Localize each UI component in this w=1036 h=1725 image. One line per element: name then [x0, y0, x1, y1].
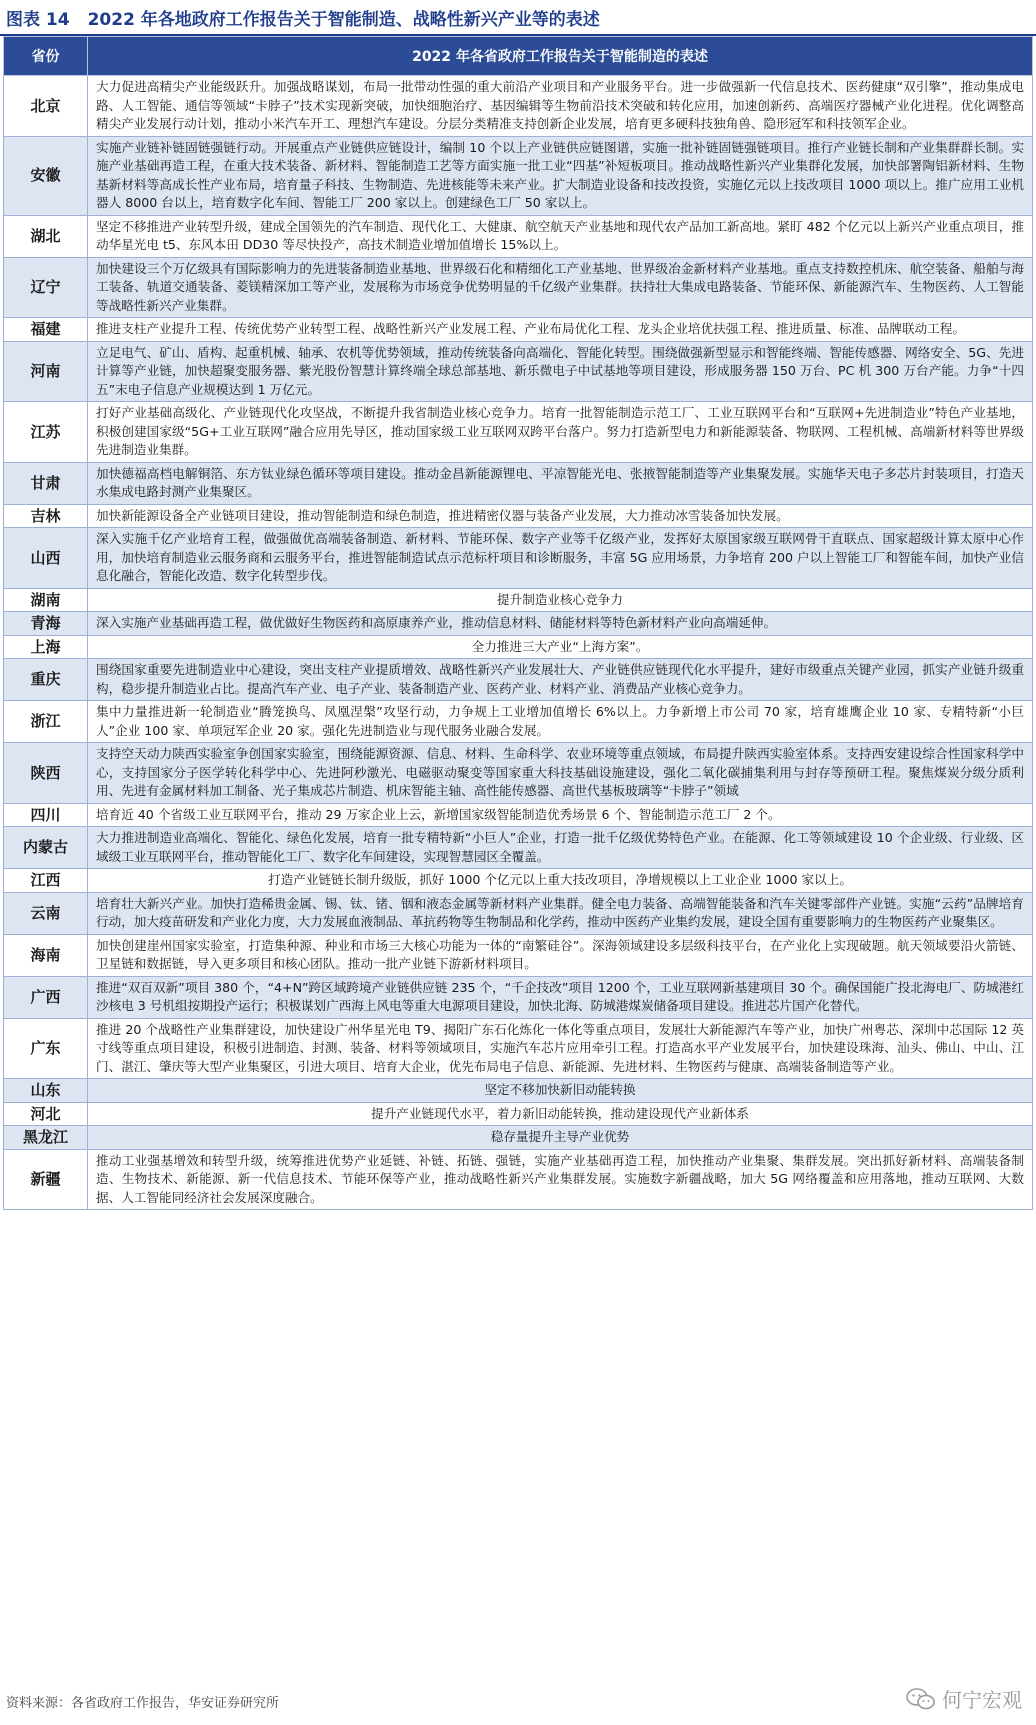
- province-cell: 上海: [4, 635, 88, 659]
- statement-cell: 加快新能源设备全产业链项目建设，推动智能制造和绿色制造，推进精密仪器与装备产业发展，大力推动冰雪装备加快发展。: [88, 504, 1033, 528]
- table-row: [4, 743, 1033, 804]
- statement-cell: 坚定不移加快新旧动能转换: [88, 1079, 1033, 1103]
- wechat-icon: [906, 1688, 936, 1710]
- province-cell: 青海: [4, 612, 88, 636]
- statement-cell: 深入实施千亿产业培育工程，做强做优高端装备制造、新材料、节能环保、数字产业等千亿级产业，发挥好太原国家级互联网骨干直联点、国家超级计算太原中心作用，加快培育制造业云服务商和云服务平台，推进智能制造试点示范标杆项目和诊断服务，丰富 5G 应用场景，力争培育 200 户以上智能工厂和智能车间，加快产业信息化融合，智能化改造、数字化转型步伐。: [88, 528, 1033, 589]
- province-cell: 新疆: [4, 1149, 88, 1210]
- statement-cell: 围绕国家重要先进制造业中心建设，突出支柱产业提质增效、战略性新兴产业发展壮大、产业链供应链现代化水平提升，建好市级重点关键产业园，抓实产业链升级重构，稳步提升制造业占比。提高汽车产业、电子产业、装备制造产业、医药产业、材料产业、消费品产业核心竞争力。: [88, 659, 1033, 701]
- table-row: [4, 892, 1033, 934]
- statement-cell: 打造产业链链长制升级版，抓好 1000 个亿元以上重大技改项目，净增规模以上工业企业 1000 家以上。: [88, 869, 1033, 893]
- statement-cell: 提升产业链现代水平，着力新旧动能转换，推动建设现代产业新体系: [88, 1102, 1033, 1126]
- province-cell: 山西: [4, 528, 88, 589]
- statement-cell: 提升制造业核心竞争力: [88, 588, 1033, 612]
- header-statement: 2022 年各省政府工作报告关于智能制造的表述: [88, 37, 1033, 76]
- province-cell: 河北: [4, 1102, 88, 1126]
- province-cell: 河南: [4, 341, 88, 402]
- table-row: [4, 659, 1033, 701]
- table-row: [4, 1102, 1033, 1126]
- table-header-row: [4, 37, 1033, 76]
- table-row: [4, 701, 1033, 743]
- table-row: [4, 341, 1033, 402]
- table-row: [4, 257, 1033, 318]
- statement-cell: 全力推进三大产业“上海方案”。: [88, 635, 1033, 659]
- province-cell: 江西: [4, 869, 88, 893]
- province-cell: 浙江: [4, 701, 88, 743]
- statement-cell: 培育壮大新兴产业。加快打造稀贵金属、锡、钛、锗、铟和液态金属等新材料产业集群。健全电力装备、高端智能装备和汽车关键零部件产业链。实施“云药”品牌培育行动，加大疫苗研发和产业化力度，大力发展血液制品、革抗药物等生物制品和化学药，推动中医药产业集约发展，建设全国有重要影响力的生物医药产业聚集区。: [88, 892, 1033, 934]
- province-cell: 云南: [4, 892, 88, 934]
- province-cell: 福建: [4, 318, 88, 342]
- statement-cell: 加快德福高档电解铜箔、东方钛业绿色循环等项目建设。推动金昌新能源锂电、平凉智能光电、张掖智能制造等产业集聚发展。实施华天电子多芯片封装项目，打造天水集成电路封测产业集聚区。: [88, 462, 1033, 504]
- table-row: [4, 136, 1033, 215]
- table-body: [4, 76, 1033, 1210]
- province-cell: 吉林: [4, 504, 88, 528]
- table-row: [4, 402, 1033, 463]
- table-row: [4, 1126, 1033, 1150]
- statement-cell: 实施产业链补链固链强链行动。开展重点产业链供应链设计，编制 10 个以上产业链供应链图谱，实施一批补链固链强链项目。推行产业链长制和产业集群群长制。实施产业基础再造工程，在重大技术装备、新材料、智能制造工艺等方面实施一批工业“四基”补短板项目。推动战略性新兴产业集群化发展，加快部署陶铝新材料、生物基新材料等高成长性产业布局，培育量子科技、生物制造、先进核能等未来产业。扩大制造业设备和技改投资，实施亿元以上技改项目 1000 项以上。推广应用工业机器人 8000 台以上，培育数字化车间、智能工厂 200 家以上。创建绿色工厂 50 家以上。: [88, 136, 1033, 215]
- statement-cell: 推进 20 个战略性产业集群建设，加快建设广州华星光电 T9、揭阳广东石化炼化一体化等重点项目，发展壮大新能源汽车等产业，加快广州粤芯、深圳中芯国际 12 英寸线等重点项目建设，积极引进制造、封测、装备、材料等领域项目，实施汽车芯片应用牵引工程。打造高水平产业发展平台，加快建设珠海、汕头、佛山、中山、江门、湛江、肇庆等大型产业集聚区，引进大项目、培育大企业，优先布局电子信息、新能源、先进材料、生物医药与健康、高端装备制造等产业。: [88, 1018, 1033, 1079]
- province-cell: 甘肃: [4, 462, 88, 504]
- province-cell: 黑龙江: [4, 1126, 88, 1150]
- province-cell: 广西: [4, 976, 88, 1018]
- statement-cell: 立足电气、矿山、盾构、起重机械、轴承、农机等优势领域，推动传统装备向高端化、智能化转型。围绕做强新型显示和智能终端、智能传感器、网络安全、5G、先进计算等产业链，加快超聚变服务器、紫光股份智慧计算终端全球总部基地、新乐微电子中试基地等项目建设，形成服务器 150 万台、PC 机 300 万台产能。力争“十四五”末电子信息产业规模达到 1 万亿元。: [88, 341, 1033, 402]
- statement-cell: 深入实施产业基础再造工程，做优做好生物医药和高原康养产业，推动信息材料、储能材料等特色新材料产业向高端延伸。: [88, 612, 1033, 636]
- table-row: [4, 934, 1033, 976]
- statement-cell: 加快建设三个万亿级具有国际影响力的先进装备制造业基地、世界级石化和精细化工产业基地、世界级冶金新材料产业基地。重点支持数控机床、航空装备、船舶与海工装备、轨道交通装备、菱镁精深加工等产业，发展称为市场竞争优势明显的千亿级产业集群。扶持壮大集成电路装备、节能环保、新能源汽车、生物医药、人工智能等战略性新兴产业集群。: [88, 257, 1033, 318]
- watermark-text: 何宁宏观: [942, 1688, 1022, 1712]
- province-cell: 四川: [4, 803, 88, 827]
- statement-cell: 推动工业强基增效和转型升级，统筹推进优势产业延链、补链、拓链、强链，实施产业基础再造工程，加快推动产业集聚、集群发展。突出抓好新材料、高端装备制造、生物技术、新能源、新一代信息技术、节能环保等产业，推动战略性新兴产业集群发展。实施数字新疆战略，加大 5G 网络覆盖和应用落地，推动互联网、大数据、人工智能同经济社会发展深度融合。: [88, 1149, 1033, 1210]
- statement-cell: 集中力量推进新一轮制造业“腾笼换鸟、凤凰涅槃”攻坚行动，力争规上工业增加值增长 6%以上。力争新增上市公司 70 家，培育雄鹰企业 10 家、专精特新“小巨人”企业 100 家、单项冠军企业 20 家。强化先进制造业与现代服务业融合发展。: [88, 701, 1033, 743]
- statement-cell: 大力推进制造业高端化、智能化、绿色化发展，培育一批专精特新“小巨人”企业，打造一批千亿级优势特色产业。在能源、化工等领域建设 10 个企业级、行业级、区域级工业互联网平台，推动智能化工厂、数字化车间建设，实现智慧园区全覆盖。: [88, 827, 1033, 869]
- table-row: [4, 1018, 1033, 1079]
- province-cell: 湖南: [4, 588, 88, 612]
- table-row: [4, 976, 1033, 1018]
- table-row: [4, 1149, 1033, 1210]
- table-row: [4, 612, 1033, 636]
- statement-cell: 加快创建崖州国家实验室，打造集种源、种业和市场三大核心功能为一体的“南繁硅谷”。深海领域建设多层级科技平台，在产业化上实现破题。航天领域要沿火箭链、卫星链和数据链，导入更多项目和核心团队。推动一批产业链下游新材料项目。: [88, 934, 1033, 976]
- statement-cell: 坚定不移推进产业转型升级，建成全国领先的汽车制造、现代化工、大健康、航空航天产业基地和现代农产品加工新高地。紧盯 482 个亿元以上新兴产业重点项目，推动华星光电 t5、东风本田 DD30 等尽快投产，高技术制造业增加值增长 15%以上。: [88, 215, 1033, 257]
- table-row: [4, 215, 1033, 257]
- table-row: [4, 462, 1033, 504]
- table-row: [4, 803, 1033, 827]
- province-cell: 辽宁: [4, 257, 88, 318]
- table-row: [4, 869, 1033, 893]
- statement-cell: 推进支柱产业提升工程、传统优势产业转型工程、战略性新兴产业发展工程、产业布局优化工程、龙头企业培优扶强工程、推进质量、标准、品牌联动工程。: [88, 318, 1033, 342]
- statement-cell: 推进“双百双新”项目 380 个，“4+N”跨区域跨境产业链供应链 235 个，“千企技改”项目 1200 个，工业互联网新基建项目 30 个。确保国能广投北海电厂、防城港红沙核电 3 号机组按期投产运行；积极谋划广西海上风电等重大电源项目建设，加快北海、防城港煤炭储备项目建设。推进芯片国产化替代。: [88, 976, 1033, 1018]
- province-cell: 山东: [4, 1079, 88, 1103]
- figure-title: [0, 0, 1036, 36]
- table-row: [4, 76, 1033, 137]
- figure-title-text: 2022 年各地政府工作报告关于智能制造、战略性新兴产业等的表述: [87, 9, 600, 30]
- province-cell: 安徽: [4, 136, 88, 215]
- source-note: 资料来源：各省政府工作报告，华安证券研究所: [6, 1696, 280, 1711]
- statement-cell: 培育近 40 个省级工业互联网平台，推动 29 万家企业上云，新增国家级智能制造优秀场景 6 个、智能制造示范工厂 2 个。: [88, 803, 1033, 827]
- province-cell: 江苏: [4, 402, 88, 463]
- table-row: [4, 635, 1033, 659]
- statement-cell: 稳存量提升主导产业优势: [88, 1126, 1033, 1150]
- watermark: [906, 1684, 1022, 1713]
- figure-tag: 图表 14: [6, 9, 70, 30]
- table-row: [4, 827, 1033, 869]
- province-cell: 内蒙古: [4, 827, 88, 869]
- province-cell: 北京: [4, 76, 88, 137]
- header-province: 省份: [4, 37, 88, 76]
- province-cell: 陕西: [4, 743, 88, 804]
- table-row: [4, 504, 1033, 528]
- table-row: [4, 1079, 1033, 1103]
- province-cell: 湖北: [4, 215, 88, 257]
- province-cell: 重庆: [4, 659, 88, 701]
- province-cell: 海南: [4, 934, 88, 976]
- statement-cell: 打好产业基础高级化、产业链现代化攻坚战，不断提升我省制造业核心竞争力。培育一批智能制造示范工厂、工业互联网平台和“互联网+先进制造业”特色产业基地，积极创建国家级“5G+工业互联网”融合应用先导区，推动国家级工业互联网双跨平台落户。努力打造新型电力和新能源装备、物联网、工程机械、高端新材料等世界级先进制造业集群。: [88, 402, 1033, 463]
- statement-cell: 大力促进高精尖产业能级跃升。加强战略谋划，布局一批带动性强的重大前沿产业项目和产业服务平台。进一步做强新一代信息技术、医药健康“双引擎”，推动集成电路、人工智能、通信等领域“卡脖子”技术实现新突破，加快细胞治疗、基因编辑等生物前沿技术突破和转化应用，加速创新药、高端医疗器械产业化进程。优化调整高精尖产业发展行动计划，推动小米汽车开工、理想汽车建设。分层分类精准支持创新企业发展，培育更多硬科技独角兽、隐形冠军和科技领军企业。: [88, 76, 1033, 137]
- table-row: [4, 318, 1033, 342]
- province-cell: 广东: [4, 1018, 88, 1079]
- policy-table: [3, 36, 1033, 1210]
- table-row: [4, 588, 1033, 612]
- statement-cell: 支持空天动力陕西实验室争创国家实验室，围绕能源资源、信息、材料、生命科学、农业环境等重点领域，布局提升陕西实验室体系。支持西安建设综合性国家科学中心，支持国家分子医学转化科学中心、先进阿秒激光、电磁驱动聚变等国家重大科技基础设施建设，强化二氧化碳捕集利用与封存等预研工程。聚焦煤炭分级分质利用、先进有金属材料加工制备、光子集成芯片制造、机床智能主轴、高性能传感器、高世代基板玻璃等“卡脖子”领域: [88, 743, 1033, 804]
- table-row: [4, 528, 1033, 589]
